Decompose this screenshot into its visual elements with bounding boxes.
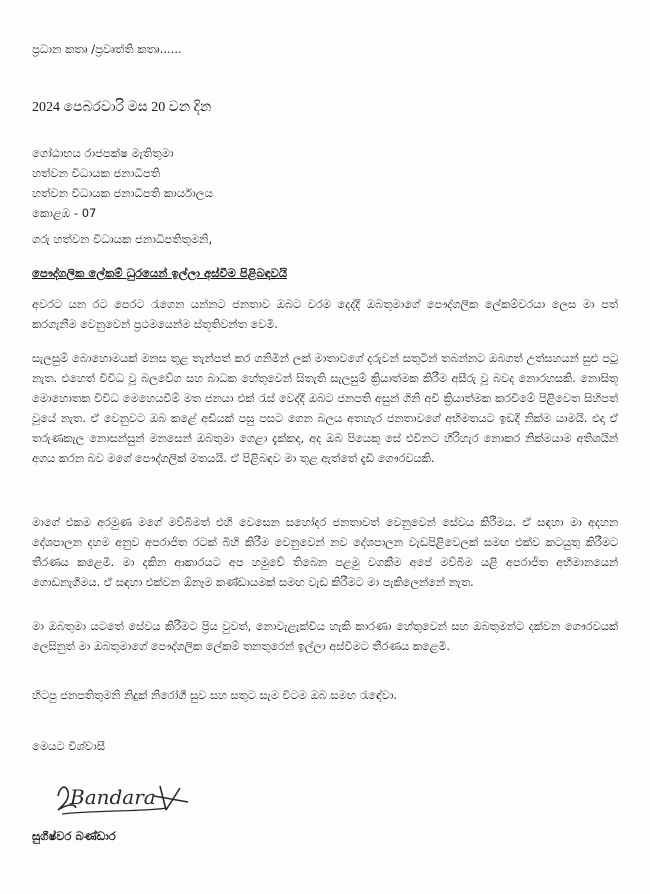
recipient-city: කොළඹ - 07 (32, 206, 97, 220)
letter-date: 2024 පෙබරවාරි මස 20 වන දින (32, 100, 212, 115)
body-paragraph-4: මා ඔබතුමා යටතේ සේවය කිරීමට ප්‍රිය වුවත්, නොවැළැක්විය හැකි කාරණා හේතුවෙන් සහ ඔබතුමන්ට දක්වන ගෞරවයක් ලෙසිනුත් මා ඔබතුමාගේ පෞද්ගලික ලේකම් තනතුරෙන් ඉල්ලා අස්වීමට තීරණය කළෙමි. (32, 620, 618, 653)
body-paragraph-2: සැලසුම් බොහොමයක් මනස තුළ තැන්පත් කර ගනිමින් ලක් මාතාවගේ දරුවන් සතුටින් තබන්නට ඔබගත් උත්සහයන් සුළු පටු නැත. එහෙත් විවිධ වූ බලවේග සහ බාධක හේතුවෙන් සිතැති සැලසුම් ක්‍රියාත්මක කිරීම අසීරු වූ බවද නොරහසකි. නොසිතූ මොහොතක විවිධ මෙහෙයවීම් මත ජනයා එක් රැස් වෙද්දී ඔබට ජනපති අසුන් ගිනි අවි ක්‍රියාත්මක කරවීමේ පිළිවෙත සිහිපත් වූයේ නැත. ඒ වෙනුවට ඔබ කළේ අඩියක් පසු පසට ගෙන බලය අතහැර ජනතාවගේ අභිමතයට ඉඩදී නික්ම යාමයි. එදා ඒ තරුණකැල නොසන්සුන් මනසෙන් ඔබතුමා ගෙළා දැක්කද, අද ඔබ පියෙකු සේ එවිනට හිරිහැර නොකර නික්මයාම අතිශයින් අගය කරන බව මගේ පෞද්ගලික් මතයයි. ඒ පිළිබඳව මා තුළ ඇත්තේ දැඩි ගෞරවයකි. (32, 352, 618, 465)
recipient-name: ගෝඨාභය රාජපක්ෂ මැතිතුමා (32, 146, 174, 160)
signer-name: සුගීෂ්වර බණ්ඩාර (32, 829, 116, 843)
body-paragraph-5: හිටපු ජනපතිතුමනි නිදුක් නිරෝගී සුව සහ සතුට සැම විටම ඔබ සමඟ රැඳේවා. (32, 689, 397, 702)
closing-line: මෙයට විශ්වාසී (32, 739, 106, 753)
recipient-title: හත්වන විධායක ජනාධිපති (32, 166, 161, 180)
subject-line: පෞද්ගලික ලේකම් ධුරයෙන් ඉල්ලා අස්වීම පිළිබඳවයි (32, 266, 288, 280)
handwritten-signature (48, 776, 198, 822)
svg-text:Bandara: Bandara (70, 785, 156, 809)
body-paragraph-3: මාගේ එකම අරමුණ මගේ මව්බිමත් එහි වෙසෙන සහෝදර ජනතාවත් වෙනුවෙන් සේවය කිරීමය. ඒ සඳහා මා අදහන දේශපාලන දහම අනුව අපරාජිත රටක් බිහි කිරීම වෙනුවෙන් නව දේශපාලන වැඩපිළිවෙලක් සමඟ එක්ව කටයුතු කිරීමට තීරණය කළෙමි. මා දකින ආකාරයට අප හමුවේ තිබෙන පළමු වගකීම අපේ මව්බිම යළි අපරාජිත අභිමානයෙන් ගොඩනැගීමය. ඒ සඳහා එක්වන ඕනෑම කණ්ඩායමක් සමඟ වැඩ කිරීමට මා පැකිලෙන්නේ නැත. (32, 516, 618, 589)
recipient-office: හත්වන විධායක ජනාධිපති කාර්යාලය (32, 186, 213, 200)
body-paragraph-1: අවරට යන රට පෙරට රැගෙන යන්නට ජනතාව ඔබට වරම දෙද්දී ඔබතුමාගේ පෞද්ගලික ලේකම්වරයා ලෙස මා පත් කරගැනීම වෙනුවෙන් ප්‍රථමයෙන්ම ස්තූතිවන්ත වෙමි. (32, 298, 618, 331)
heading-line: ප්‍රධාන කතෘ /ප්‍රවෘත්ති කතෘ...... (32, 42, 182, 56)
salutation: ගරු හත්වන විධායක ජනාධිපතිතුමනි, (32, 232, 213, 246)
